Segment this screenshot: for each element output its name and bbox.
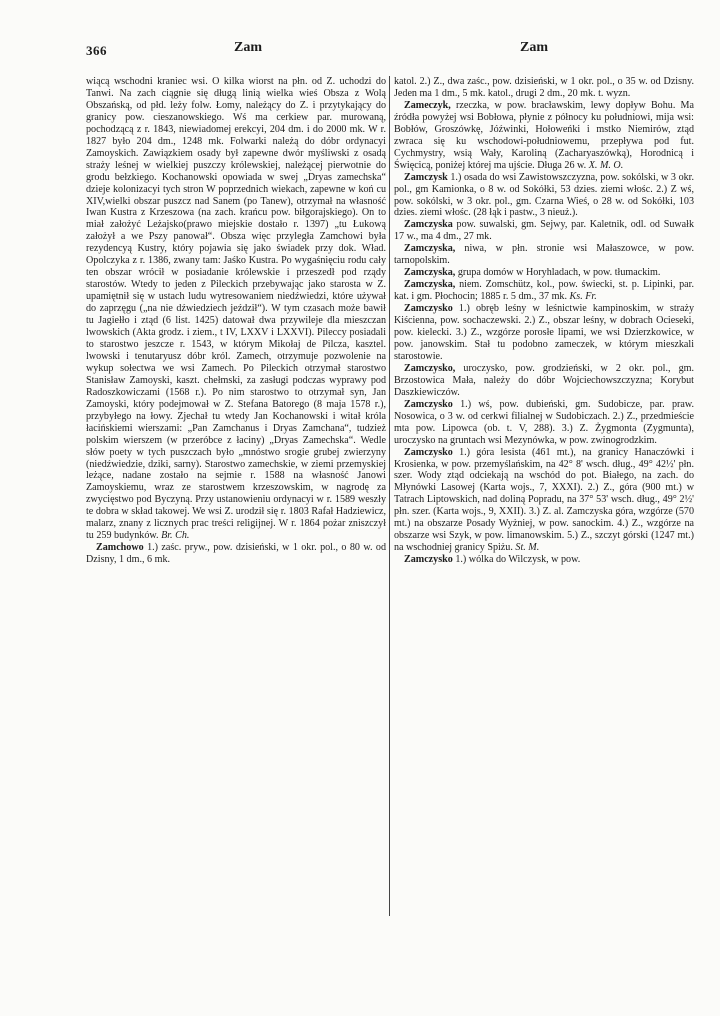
dictionary-entry: Zameczyk, rzeczka, w pow. bracławskim, lewy dopływ Bohu. Ma źródła powyżej wsi Bobłowa, płynie z północy ku południowi, mija wsi: Bobłów, Groszówkę, Jóźwinki, Hołoweńki i mstko Niemirów, ztąd zwraca się ku wschodowi-południowemu, przepływa pod fut. Cychmystry, wsią Wały, Karoliną (Zacharyaszówką), Horodnicą i Święcicą, poniżej której ma ujście. Długa 26 w. X. M. O. [394,99,694,171]
dictionary-entry: Zamczysko 1.) wólka do Wilczysk, w pow. [404,554,581,566]
left-column [86,76,386,566]
dictionary-entry: katol. 2.) Z., dwa zaśc., pow. dzisieński, w 1 okr. pol., o 35 w. od Dzisny. Jeden ma 1 dm., 5 mk. katol., drugi 2 dm., 20 mk. t. wyzn. [394,76,694,99]
running-head-right: Zam [520,40,548,55]
dictionary-entry: Zamczysk 1.) osada do wsi Zawistowszczyzna, pow. sokólski, w 3 okr. pol., gm Kamionka, o 8 w. od Sokółki, 53 dzies. ziemi włośc. 2.) Z wś, pow. sokólski, w 3 okr. pol., gm. Czarna Wieś, o 28 w. od Sokółki, 103 dzies. ziemi włośc. (28 łąk i pastw., 3 nieuż.). [394,171,694,219]
running-head-left: Zam [234,40,262,55]
dictionary-entry: Zamczyska, niem. Zomschütz, kol., pow. świecki, st. p. Lipinki, par. kat. i gm. Płochocin; 1885 r. 5 dm., 37 mk. Ks. Fr. [394,279,694,303]
dictionary-entry: Zamchowo 1.) zaśc. pryw., pow. dzisieński, w 1 okr. pol., o 80 w. od Dzisny, 1 dm., 6 mk. [86,542,386,566]
dictionary-entry: Zamczyska, niwa, w płn. stronie wsi Małaszowce, w pow. tarnopolskim. [394,243,694,267]
dictionary-entry: Zamczysko 1.) wś, pow. dubieński, gm. Sudobicze, par. praw. Nosowica, o 3 w. od cerkwi filialnej w Sudobiczach. 2.) Z., przedmieście mta pow. Lipowca (ob. t. V, 288). 3.) Z. Żygmonta (Zygmunta), uroczysko na gruntach wsi Mezynówka, w pow. zwinogrodzkim. [394,398,694,446]
right-column [394,76,694,566]
column-divider [389,76,390,916]
page-number: 366 [86,43,107,58]
dictionary-entry: Zamczyska, grupa domów w Horyhladach, w pow. tłumackim. [404,267,661,279]
dictionary-entry: wiącą wschodni kraniec wsi. O kilka wiorst na płn. od Z. uchodzi do Tanwi. Na zach ciągnie się długą linią wielka wieś Obsza z Wolą Obszańską, od płd. leży folw. Łomy, należący do Z. i przytykający do granicy pow. cieszanowskiego. Wś ma cerkiew par. murowaną, pochodzącą z r. 1843, niewiadomej erekcyi, 204 dm. i do 2000 mk. W r. 1827 było 204 dm., 1248 mk. Folwarki należą do dóbr ordynacyi Zamoyskich. Zawiązkiem osady był zapewne dwór myśliwski z osadą straży leśnej w wielkiej puszczy królewskiej, należącej pierwotnie do grodu bełzkiego. Kochanowski opowiada w swej „Dryas zamechska“ dzieje kolonizacyi tych stron W poprzednich wiekach, zapewne w koń cu XIV,wielki obszar puszcz nad Sanem (po Tanew), otrzymał na własność Iwan Kustra z Krzeszowa (na zach. krańcu pow. biłgorajskiego). On to miał założyć Leżajsko(prawo miejskie dostało r. 1397) „tu Łukową założył a we Pszy panował“. Obsza więc przyległa Zamchowi była rezydencyą Kustry, który pojawia się jako świadek przy dok. Wład. Opolczyka z r. 1386, zwany tam: Jaśko Kustra. Po wygaśnięciu rodu cały ten obszar wrócił w posiadanie królewskie i przeszedł pod rządy starostów. Wtedy to jeden z Pileckich przebywając jako starosta w Z. upamiętnił się w ustach ludu wytresowaniem niedźwiedzi, które używał do zaprzęgu („na nie dźwiedziech jeździł“). W tym czasach może bawił tu Jagiełło i ztąd (6 list. 1425) datował dwa przywileje dla mieszczan lwowskich (Akta grodz. i ziem., t IV, LXXV i LXXVI). Pileccy posiadali to starostwo jeszcze r. 1543, w którym Mikołaj de Pilcza, kasztel. lwowski i tenutaryusz dóbr król. Zamech, otrzymuje pozwolenie na wykup sołectwa we wsi Zamech. Po Pileckich otrzymał starostwo Stanisław Zamoyski, kaszt. chełmski, za zasługi podczas wyprawy pod Radoszkowiczami (1568 r.). Po nim starostwo to otrzymał syn, Jan Zamoyski, który podejmował w Z. Stefana Batorego (8 maja 1578 r.), przybyłego na łowy. Zjechał tu wtedy Jan Kochanowski i witał króla łacińskiemi wierszami: „Pan Zamchanus i Dryas Zamchana“, tudzież polskim wierszem (w przeróbce z łaciny) „Dryas Zamechska“. Wedle słów poety w tych puszczach było „mnóstwo srogie grubej zwierzyny (niedźwiedzie, dziki, sarny). Starostwo zamechskie, w ziemi przemyskiej leżące, nadane zostało na sejmie r. 1588 na własność Janowi Zamoyskiemu, wraz ze starostwem krzeszowskim, w nagrodę za zwycięstwo pod Byczyną. Przy ustanowieniu ordynacyi w r. 1589 weszły te dobra w skład takowej. We wsi Z. urodził się r. 1803 Rafał Hadziewicz, malarz, znany z licznych prac treści religijnej. W r. 1864 pożar zniszczył tu 259 budynków. Br. Ch. [86,76,386,542]
dictionary-entry: Zamczyska pow. suwalski, gm. Sejwy, par. Kaletnik, odl. od Suwałk 17 w., ma 4 dm., 27 mk. [394,219,694,243]
dictionary-entry: Zamczysko 1.) obręb leśny w leśnictwie kampinoskim, w straży Kiścienna, pow. sochaczewski. 2.) Z., obszar leśny, w dobrach Ocieseki, pow. kielecki. 3.) Z., wzgórze porosłe lipami, we wsi Dzierzkowice, w pow. janowskim. Stał tu podobno zameczek, w którym mieszkali starostowie. [394,303,694,362]
dictionary-entry: Zamczysko, uroczysko, pow. grodzieński, w 2 okr. pol., gm. Brzostowica Mała, należy do dóbr Wojciechowszczyzna; Korybut Daszkiewiczów. [394,362,694,398]
dictionary-entry: Zamczysko 1.) góra lesista (461 mt.), na granicy Hanaczówki i Krosienka, w pow. przemyślańskim, na 42° 8' wsch. dług., 49° 42½' płn. szer. Wody ztąd odciekają na wschód do pot. Białego, na zach. do Młynówki Lasowej (Karta wojs., 7, XXXI). 2.) Z., góra (900 mt.) w Tatrach Liptowskich, nad doliną Popradu, na 37° 53' wsch. dług., 49° 2½' płn. szer. (Karta wojs., 9, XXII). 3.) Z. al. Zamczyska góra, wzgórze (570 mt.) na obszarze Posady Wyżniej, w pow. sanockim. 4.) Z., wzgórze na obszarze wsi Szyk, w pow. limanowskim. 5.) Z., szczyt górski (1247 mt.) na wschodniej granicy Spiżu. St. M. [394,446,694,554]
